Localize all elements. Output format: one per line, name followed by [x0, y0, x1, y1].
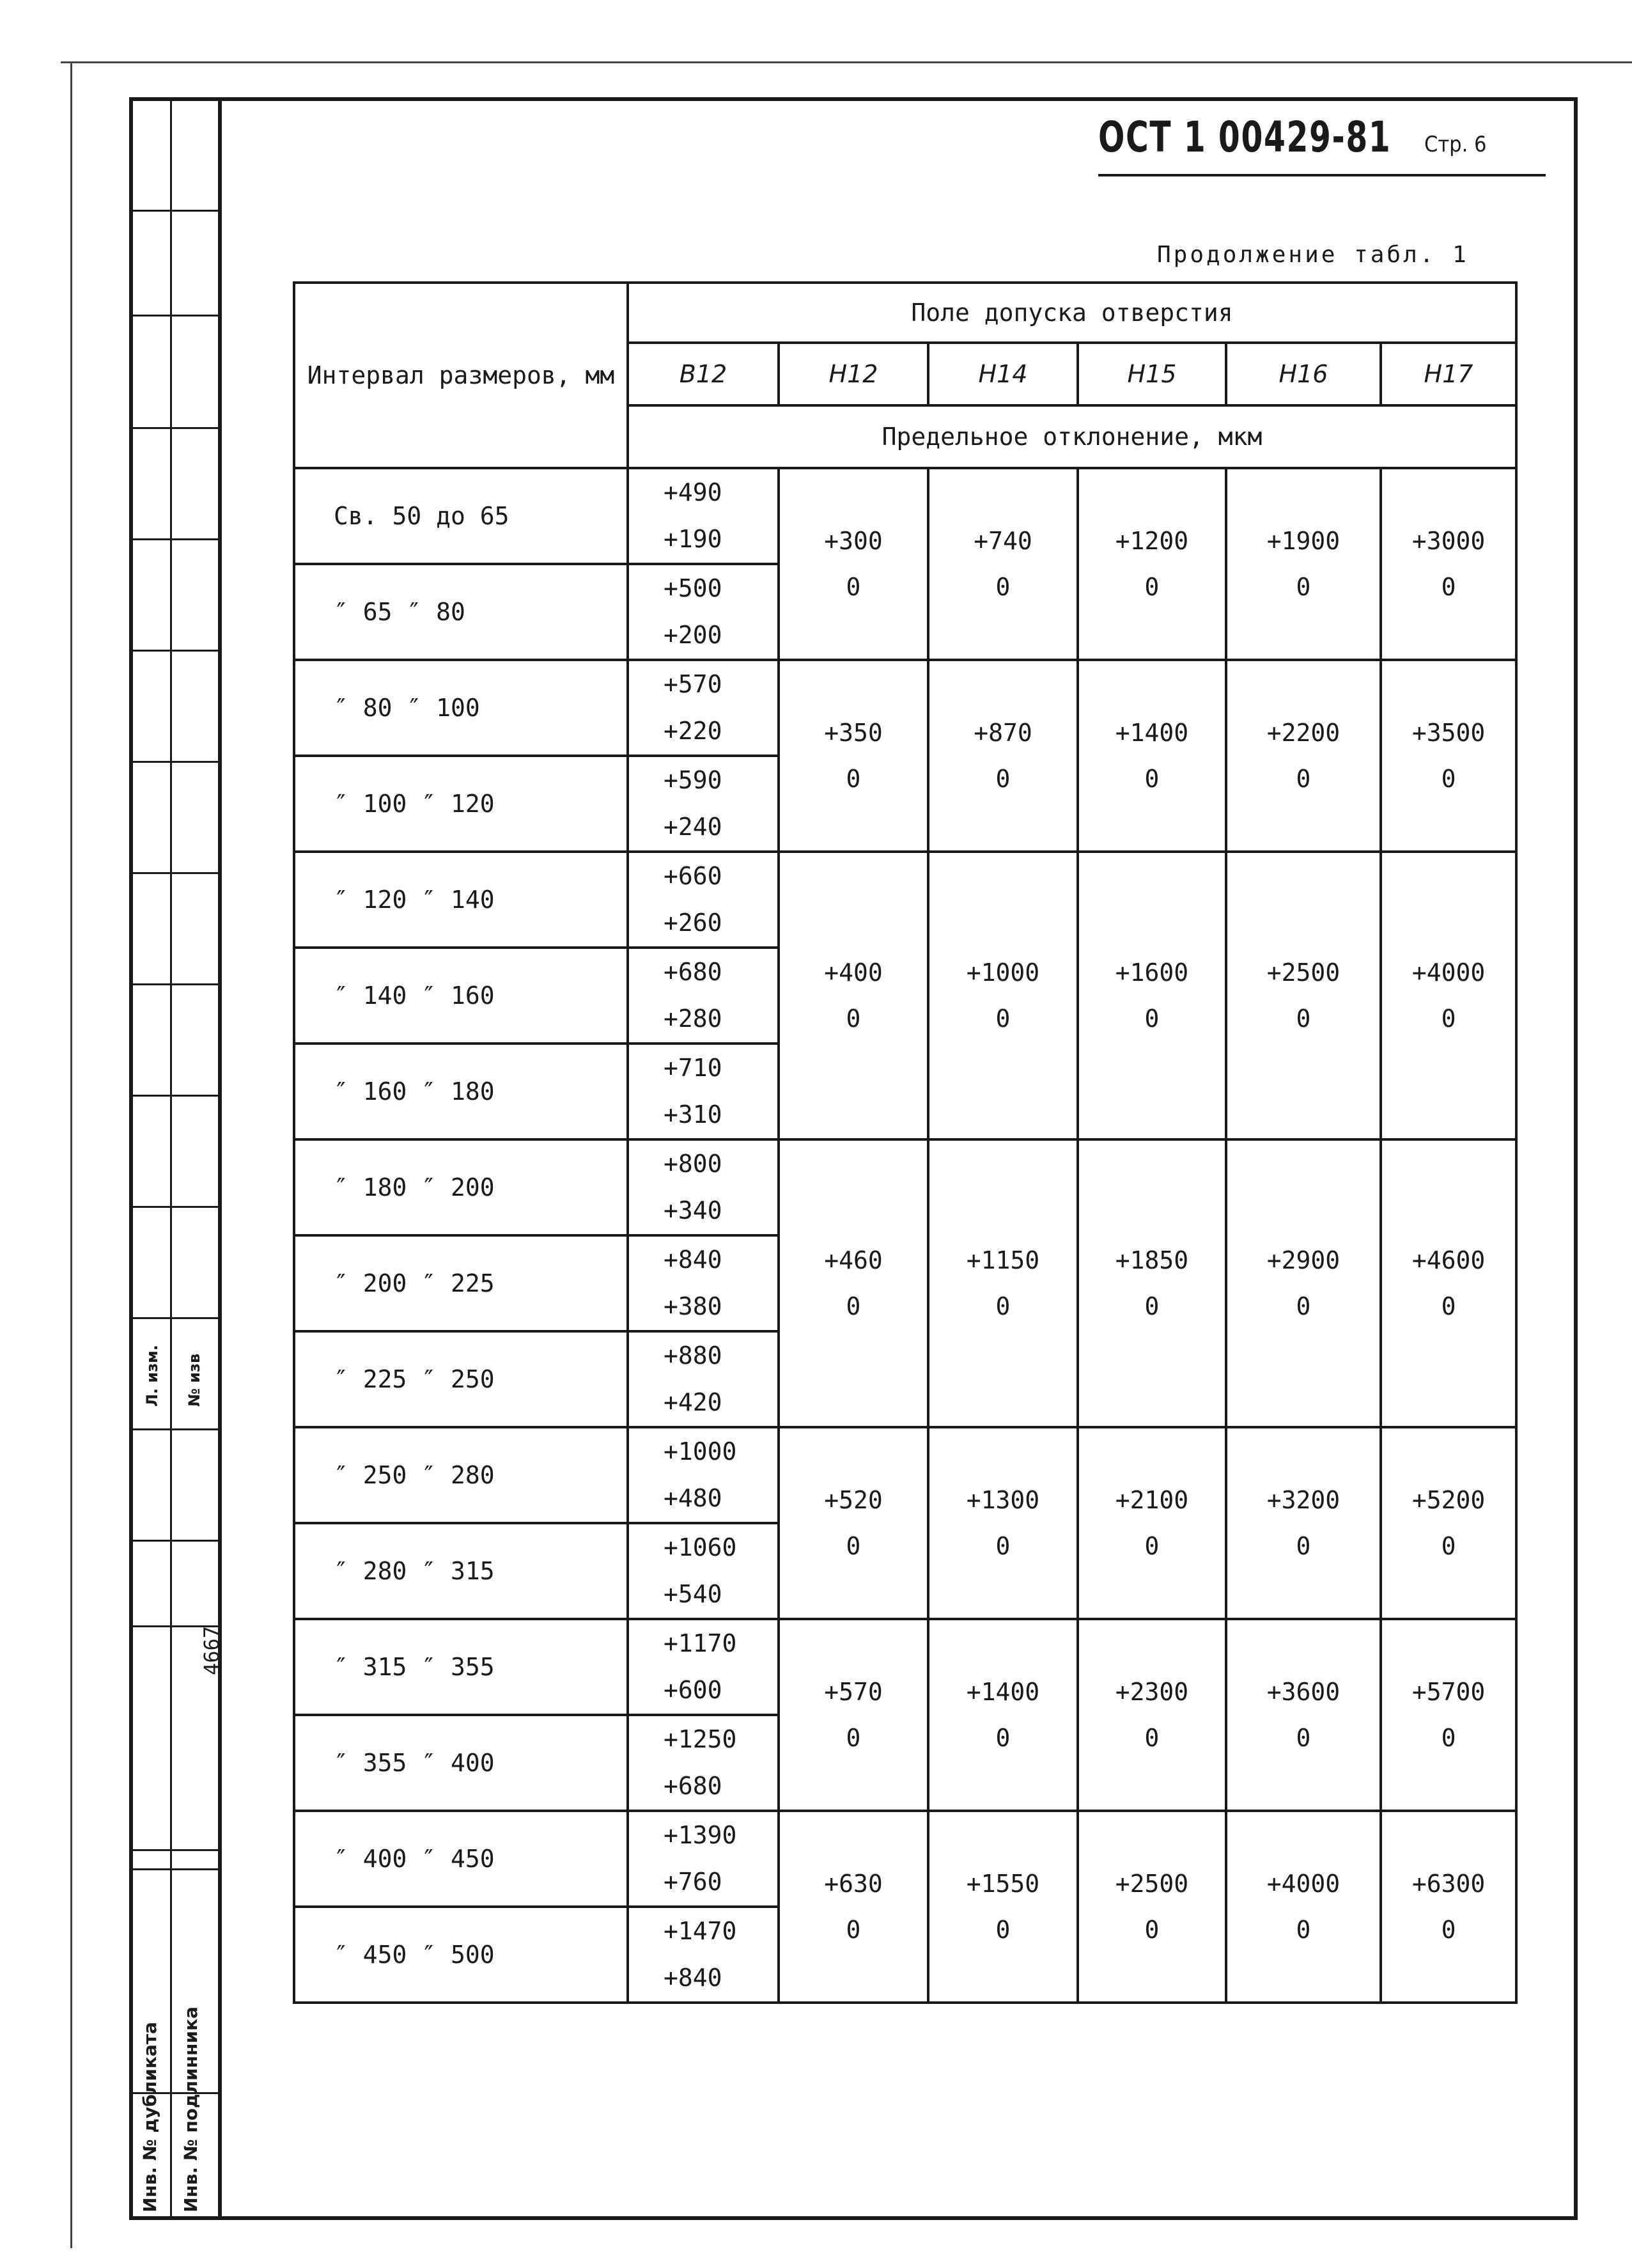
- b12-cell: [628, 1523, 779, 1619]
- grade-group-cell: [928, 468, 1078, 660]
- lower-deviation: 0: [1441, 765, 1456, 793]
- b12-cell: [628, 1427, 779, 1523]
- upper-deviation: +1400: [966, 1678, 1040, 1706]
- upper-deviation: +840: [664, 1246, 722, 1274]
- grade-group-cell: [779, 1811, 928, 2003]
- table-continuation-label: Продолжение табл. 1: [1157, 242, 1469, 268]
- b12-cell: [628, 1331, 779, 1427]
- b12-cell: [628, 660, 779, 756]
- izv-label: № изв: [185, 1353, 203, 1407]
- page-left-line: [70, 61, 72, 2248]
- grade-group-cell: [779, 468, 928, 660]
- grade-group-cell: [928, 1427, 1078, 1619]
- lower-deviation: 0: [995, 1292, 1011, 1320]
- lower-deviation: 0: [1144, 573, 1160, 601]
- grade-group-cell: [779, 1619, 928, 1811]
- lower-deviation: +380: [664, 1292, 722, 1320]
- upper-deviation: +1850: [1115, 1246, 1189, 1274]
- table-row: [294, 1811, 1516, 1907]
- upper-deviation: +1000: [664, 1437, 737, 1466]
- interval-cell: Св. 50 до 65: [294, 468, 628, 564]
- table-row: [294, 660, 1516, 756]
- upper-deviation: +1550: [966, 1870, 1040, 1898]
- grade-group-cell: [1381, 852, 1516, 1139]
- lower-deviation: +420: [664, 1388, 722, 1416]
- lower-deviation: 0: [1296, 1724, 1311, 1752]
- lower-deviation: 0: [1296, 573, 1311, 601]
- lower-deviation: +220: [664, 717, 722, 745]
- b12-cell: [628, 1619, 779, 1715]
- lower-deviation: 0: [846, 1292, 861, 1320]
- lower-deviation: 0: [1441, 573, 1456, 601]
- grade-group-cell: [1381, 468, 1516, 660]
- upper-deviation: +520: [824, 1486, 883, 1514]
- grade-group-cell: [928, 1619, 1078, 1811]
- lower-deviation: 0: [846, 1916, 861, 1944]
- upper-deviation: +1250: [664, 1725, 737, 1753]
- upper-deviation: +1600: [1115, 958, 1189, 987]
- upper-deviation: +3200: [1266, 1486, 1341, 1514]
- grade-group-cell: [1381, 1811, 1516, 2003]
- interval-cell: ″ 180 ″ 200: [294, 1139, 628, 1235]
- grade-group-cell: [779, 1427, 928, 1619]
- table-row: [294, 1139, 1516, 1235]
- interval-header: Интервал размеров, мм: [294, 283, 628, 468]
- inv-dup-label: Инв. № дубликата: [139, 2022, 160, 2212]
- grade-group-cell: [928, 1811, 1078, 2003]
- upper-deviation: +740: [974, 527, 1032, 555]
- b12-cell: [628, 1139, 779, 1235]
- interval-cell: ″ 280 ″ 315: [294, 1523, 628, 1619]
- grade-group-cell: [779, 852, 928, 1139]
- grade-group-cell: [1226, 660, 1381, 852]
- upper-deviation: +880: [664, 1341, 722, 1370]
- upper-deviation: +3000: [1411, 527, 1486, 555]
- page-number: Стр. 6: [1424, 132, 1487, 157]
- upper-deviation: +6300: [1411, 1870, 1486, 1898]
- upper-deviation: +350: [824, 719, 883, 747]
- upper-deviation: +660: [664, 862, 722, 890]
- lower-deviation: 0: [1144, 765, 1160, 793]
- document-header: [1098, 113, 1546, 176]
- b12-cell: [628, 948, 779, 1044]
- lower-deviation: 0: [846, 765, 861, 793]
- upper-deviation: +460: [824, 1246, 883, 1274]
- interval-cell: ″ 225 ″ 250: [294, 1331, 628, 1427]
- grade-group-cell: [1078, 1427, 1226, 1619]
- lower-deviation: +240: [664, 813, 722, 841]
- upper-deviation: +4000: [1266, 1870, 1341, 1898]
- grade-group-cell: [1226, 1619, 1381, 1811]
- interval-cell: ″ 120 ″ 140: [294, 852, 628, 948]
- grade-group-cell: [1226, 1427, 1381, 1619]
- b12-cell: [628, 756, 779, 852]
- lower-deviation: 0: [995, 1005, 1011, 1033]
- upper-deviation: +1470: [664, 1917, 737, 1945]
- lower-deviation: 0: [1144, 1005, 1160, 1033]
- grade-group-cell: [1226, 468, 1381, 660]
- upper-deviation: +710: [664, 1054, 722, 1082]
- lower-deviation: 0: [1144, 1724, 1160, 1752]
- grade-header: H16: [1226, 343, 1381, 405]
- upper-deviation: +490: [664, 478, 722, 506]
- upper-deviation: +590: [664, 766, 722, 794]
- page-top-line: [61, 61, 1632, 63]
- upper-deviation: +570: [664, 670, 722, 698]
- grade-group-cell: [1078, 1139, 1226, 1427]
- lower-deviation: 0: [1296, 1532, 1311, 1560]
- upper-deviation: +2100: [1115, 1486, 1189, 1514]
- lower-deviation: 0: [846, 1532, 861, 1560]
- interval-cell: ″ 80 ″ 100: [294, 660, 628, 756]
- grade-group-cell: [1381, 1427, 1516, 1619]
- interval-cell: ″ 140 ″ 160: [294, 948, 628, 1044]
- lower-deviation: +340: [664, 1196, 722, 1224]
- b12-cell: [628, 468, 779, 564]
- interval-cell: ″ 100 ″ 120: [294, 756, 628, 852]
- upper-deviation: +1900: [1266, 527, 1341, 555]
- grade-group-cell: [1381, 1139, 1516, 1427]
- grade-header: H17: [1381, 343, 1516, 405]
- upper-deviation: +5200: [1411, 1486, 1486, 1514]
- upper-deviation: +2500: [1115, 1870, 1189, 1898]
- upper-deviation: +4600: [1411, 1246, 1486, 1274]
- lower-deviation: 0: [1296, 1005, 1311, 1033]
- b12-cell: [628, 1811, 779, 1907]
- lower-deviation: +840: [664, 1964, 722, 1992]
- grade-group-cell: [1078, 1619, 1226, 1811]
- interval-cell: ″ 200 ″ 225: [294, 1235, 628, 1331]
- upper-deviation: +800: [664, 1150, 722, 1178]
- grade-group-cell: [928, 660, 1078, 852]
- upper-deviation: +3600: [1266, 1678, 1341, 1706]
- lower-deviation: 0: [1441, 1916, 1456, 1944]
- lower-deviation: 0: [995, 1916, 1011, 1944]
- lower-deviation: +260: [664, 909, 722, 937]
- lower-deviation: +540: [664, 1580, 722, 1608]
- grade-group-cell: [1226, 852, 1381, 1139]
- b12-cell: [628, 564, 779, 660]
- interval-cell: ″ 450 ″ 500: [294, 1907, 628, 2003]
- table-row: [294, 1427, 1516, 1523]
- upper-deviation: +1200: [1115, 527, 1189, 555]
- grade-group-cell: [1078, 660, 1226, 852]
- upper-deviation: +300: [824, 527, 883, 555]
- upper-deviation: +1000: [966, 958, 1040, 987]
- upper-deviation: +1390: [664, 1821, 737, 1849]
- grade-group-cell: [1078, 852, 1226, 1139]
- lower-deviation: +600: [664, 1676, 722, 1704]
- grade-group-cell: [1381, 1619, 1516, 1811]
- lower-deviation: 0: [1441, 1724, 1456, 1752]
- lower-deviation: 0: [846, 1005, 861, 1033]
- upper-deviation: +1150: [966, 1246, 1040, 1274]
- grade-header: H15: [1078, 343, 1226, 405]
- upper-deviation: +3500: [1411, 719, 1486, 747]
- table-row: [294, 468, 1516, 564]
- table-row: [294, 852, 1516, 948]
- b12-cell: [628, 852, 779, 948]
- grade-group-cell: [1078, 468, 1226, 660]
- upper-deviation: +680: [664, 958, 722, 986]
- b12-cell: [628, 1235, 779, 1331]
- upper-deviation: +630: [824, 1870, 883, 1898]
- lower-deviation: +760: [664, 1868, 722, 1896]
- table-row: [294, 1619, 1516, 1715]
- b12-cell: [628, 1907, 779, 2003]
- izm-label: Л. изм.: [143, 1345, 161, 1407]
- grade-group-cell: [1078, 1811, 1226, 2003]
- interval-cell: ″ 355 ″ 400: [294, 1715, 628, 1811]
- upper-deviation: +500: [664, 574, 722, 602]
- interval-cell: ″ 160 ″ 180: [294, 1044, 628, 1139]
- upper-deviation: +570: [824, 1678, 883, 1706]
- interval-cell: ″ 315 ″ 355: [294, 1619, 628, 1715]
- inv-number: 4667: [199, 1625, 224, 1675]
- upper-deviation: +4000: [1411, 958, 1486, 987]
- lower-deviation: +480: [664, 1484, 722, 1512]
- lower-deviation: +680: [664, 1772, 722, 1800]
- upper-deviation: +870: [974, 719, 1032, 747]
- lower-deviation: 0: [1144, 1916, 1160, 1944]
- lower-deviation: +200: [664, 621, 722, 649]
- inv-orig-label: Инв. № подлинника: [180, 2006, 201, 2212]
- upper-deviation: +2200: [1266, 719, 1341, 747]
- upper-deviation: +5700: [1411, 1678, 1486, 1706]
- lower-deviation: 0: [1296, 765, 1311, 793]
- lower-deviation: 0: [1296, 1916, 1311, 1944]
- grade-group-cell: [1226, 1811, 1381, 2003]
- lower-deviation: 0: [1296, 1292, 1311, 1320]
- upper-deviation: +2900: [1266, 1246, 1341, 1274]
- lower-deviation: +190: [664, 525, 722, 553]
- upper-deviation: +1060: [664, 1533, 737, 1561]
- side-stamp-strip: [129, 97, 222, 2220]
- tolerance-table: [293, 281, 1518, 2004]
- grade-group-cell: [1226, 1139, 1381, 1427]
- lower-deviation: +310: [664, 1100, 722, 1129]
- b12-cell: [628, 1044, 779, 1139]
- deviation-header: Предельное отклонение, мкм: [628, 405, 1516, 468]
- lower-deviation: 0: [995, 1724, 1011, 1752]
- upper-deviation: +2300: [1115, 1678, 1189, 1706]
- lower-deviation: +280: [664, 1005, 722, 1033]
- lower-deviation: 0: [995, 573, 1011, 601]
- lower-deviation: 0: [1144, 1532, 1160, 1560]
- grade-group-cell: [779, 1139, 928, 1427]
- grade-header: H14: [928, 343, 1078, 405]
- interval-cell: ″ 400 ″ 450: [294, 1811, 628, 1907]
- grade-group-cell: [928, 852, 1078, 1139]
- lower-deviation: 0: [1441, 1005, 1456, 1033]
- upper-deviation: +2500: [1266, 958, 1341, 987]
- grade-group-cell: [779, 660, 928, 852]
- interval-cell: ″ 65 ″ 80: [294, 564, 628, 660]
- grade-group-cell: [1381, 660, 1516, 852]
- lower-deviation: 0: [1441, 1532, 1456, 1560]
- upper-deviation: +400: [824, 958, 883, 987]
- lower-deviation: 0: [995, 1532, 1011, 1560]
- b12-cell: [628, 1715, 779, 1811]
- upper-deviation: +1400: [1115, 719, 1189, 747]
- lower-deviation: 0: [846, 573, 861, 601]
- interval-cell: ″ 250 ″ 280: [294, 1427, 628, 1523]
- lower-deviation: 0: [1144, 1292, 1160, 1320]
- upper-deviation: +1300: [966, 1486, 1040, 1514]
- grade-group-cell: [928, 1139, 1078, 1427]
- grade-header: H12: [779, 343, 928, 405]
- lower-deviation: 0: [995, 765, 1011, 793]
- doc-code: ОСТ 1 00429-81: [1098, 113, 1392, 162]
- lower-deviation: 0: [846, 1724, 861, 1752]
- upper-deviation: +1170: [664, 1629, 737, 1657]
- field-header: Поле допуска отверстия: [628, 283, 1516, 343]
- lower-deviation: 0: [1441, 1292, 1456, 1320]
- grade-header: B12: [628, 343, 779, 405]
